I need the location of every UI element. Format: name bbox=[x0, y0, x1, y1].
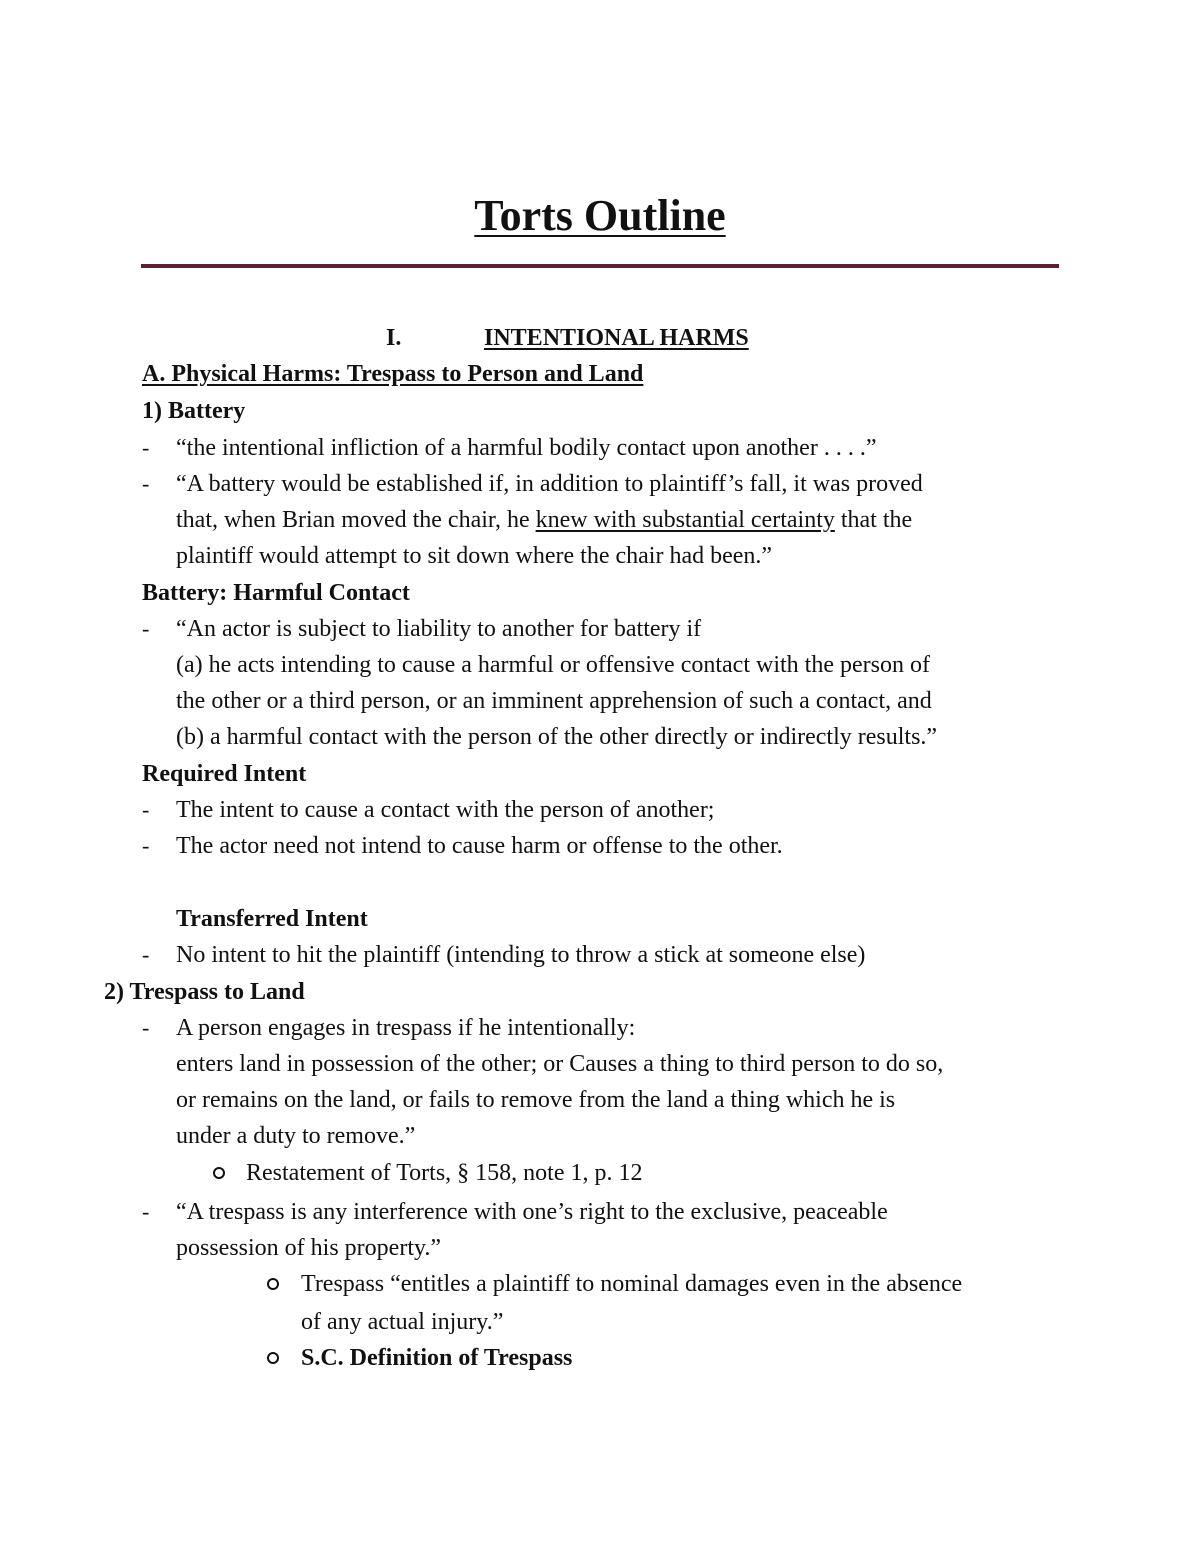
circle-bullet-icon bbox=[213, 1167, 225, 1179]
title-divider bbox=[141, 264, 1059, 268]
substantial-certainty-phrase: knew with substantial certainty bbox=[535, 507, 835, 533]
section-numeral: I. bbox=[386, 325, 402, 351]
battery-quote-line bbox=[176, 502, 912, 538]
list-dash: - bbox=[142, 435, 150, 460]
list-dash: - bbox=[142, 1015, 150, 1040]
harmful-contact-line: (a) he acts intending to cause a harmful or offensive contact with the person of bbox=[176, 652, 930, 678]
list-dash: - bbox=[142, 942, 150, 967]
transferred-intent-item: No intent to hit the plaintiff (intending to throw a stick at someone else) bbox=[176, 942, 866, 968]
trespass-heading: 2) Trespass to Land bbox=[104, 979, 305, 1005]
list-dash: - bbox=[142, 616, 150, 641]
section-heading: INTENTIONAL HARMS bbox=[484, 325, 749, 351]
harmful-contact-line: “An actor is subject to liability to another for battery if bbox=[176, 616, 702, 642]
sc-definition-heading: S.C. Definition of Trespass bbox=[301, 1345, 573, 1371]
trespass-item-line: A person engages in trespass if he intentionally: bbox=[176, 1015, 636, 1041]
circle-bullet-icon bbox=[267, 1278, 279, 1290]
list-dash: - bbox=[142, 471, 150, 496]
page-title: Torts Outline bbox=[474, 191, 726, 240]
circle-bullet-icon bbox=[267, 1352, 279, 1364]
required-intent-item: The intent to cause a contact with the person of another; bbox=[176, 797, 715, 823]
battery-quote-line: “A battery would be established if, in addition to plaintiff’s fall, it was proved bbox=[176, 471, 923, 497]
list-dash: - bbox=[142, 833, 150, 858]
transferred-intent-heading: Transferred Intent bbox=[176, 906, 368, 932]
battery-quote-line: plaintiff would attempt to sit down where the chair had been.” bbox=[176, 543, 773, 569]
list-dash: - bbox=[142, 797, 150, 822]
battery-definition: “the intentional infliction of a harmful bodily contact upon another . . . .” bbox=[176, 435, 877, 461]
battery-heading: 1) Battery bbox=[142, 398, 246, 424]
battery-quote-text: that the bbox=[834, 507, 913, 533]
required-intent-item: The actor need not intend to cause harm or offense to the other. bbox=[176, 833, 783, 859]
trespass-item-line: “A trespass is any interference with one’s right to the exclusive, peaceable bbox=[176, 1199, 888, 1225]
citation-text: Restatement of Torts, § 158, note 1, p. 12 bbox=[246, 1160, 643, 1186]
harmful-contact-line: (b) a harmful contact with the person of the other directly or indirectly results.” bbox=[176, 724, 938, 750]
harmful-contact-line: the other or a third person, or an imminent apprehension of such a contact, and bbox=[176, 688, 932, 714]
required-intent-heading: Required Intent bbox=[142, 761, 307, 787]
subsection-heading: A. Physical Harms: Trespass to Person and Land bbox=[142, 361, 644, 387]
trespass-item-line: or remains on the land, or fails to remove from the land a thing which he is bbox=[176, 1087, 896, 1113]
battery-quote-text: that, when Brian moved the chair, he bbox=[176, 507, 536, 533]
trespass-subitem-line: of any actual injury.” bbox=[301, 1309, 504, 1335]
trespass-item-line: under a duty to remove.” bbox=[176, 1123, 416, 1149]
trespass-subitem-line: Trespass “entitles a plaintiff to nominal damages even in the absence bbox=[301, 1271, 963, 1297]
harmful-contact-heading: Battery: Harmful Contact bbox=[142, 580, 410, 606]
trespass-item-line: possession of his property.” bbox=[176, 1235, 442, 1261]
list-dash: - bbox=[142, 1199, 150, 1224]
trespass-item-line: enters land in possession of the other; or Causes a thing to third person to do so, bbox=[176, 1051, 944, 1077]
